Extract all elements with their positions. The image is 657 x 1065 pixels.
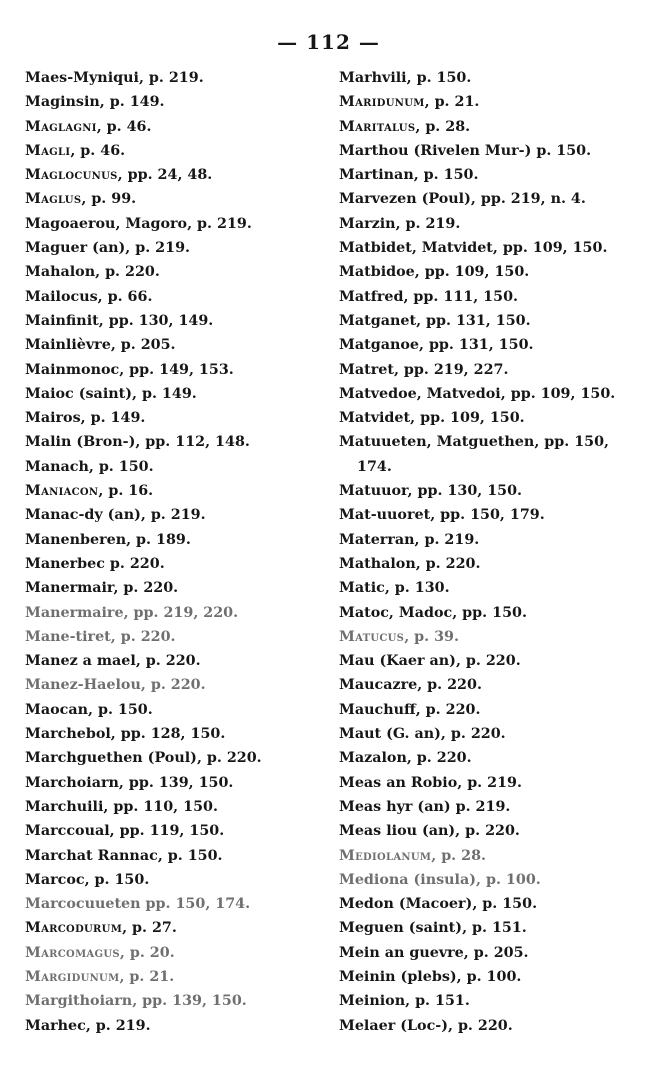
index-entry	[25, 430, 325, 454]
entry-name: Marhec	[25, 1017, 86, 1034]
entry-page-ref: , p. 150.	[88, 458, 154, 475]
index-entry	[339, 66, 639, 90]
entry-name: Maut (G. an)	[339, 726, 441, 743]
index-entry	[25, 989, 325, 1013]
index-entry	[339, 212, 639, 236]
index-entry	[339, 285, 639, 309]
index-entry	[339, 187, 639, 211]
entry-page-ref: , p. 149.	[80, 410, 146, 427]
index-entry	[25, 771, 325, 795]
index-entry	[339, 819, 639, 843]
entry-name: Marhvili	[339, 70, 407, 86]
entry-name: Maocan	[25, 701, 88, 718]
entry-page-ref: , p. 150.	[84, 871, 150, 888]
entry-name: Medon (Macoer)	[339, 896, 473, 913]
entry-page-ref: , p. 66.	[97, 288, 153, 305]
entry-name: Marcodurum	[25, 920, 123, 937]
index-entry	[339, 625, 639, 649]
entry-name: Meas an Robio	[339, 774, 458, 791]
entry-name: Mazalon	[339, 750, 407, 767]
index-entry	[25, 1014, 325, 1038]
entry-name: Manach	[25, 458, 89, 475]
entry-name: Maglocunus	[25, 167, 118, 184]
index-entry	[25, 673, 325, 697]
entry-name: Maguer (an)	[25, 240, 126, 257]
entry-name: Matbidet, Matvidet	[339, 240, 493, 257]
entry-name: Maglagni	[25, 118, 97, 135]
entry-page-ref: , p. 27.	[122, 920, 177, 937]
index-entry	[339, 528, 639, 552]
entry-page-ref: , pp. 24, 48.	[117, 167, 213, 184]
entry-page-ref: , p. 100.	[456, 968, 522, 985]
entry-page-ref: , pp. 112, 148.	[135, 434, 250, 451]
entry-page-ref: , pp. 150, 179.	[430, 507, 545, 524]
index-entry	[25, 285, 325, 309]
entry-name: Matganet	[339, 312, 417, 329]
entry-page-ref: , p. 151.	[405, 993, 470, 1010]
entry-name: Mediolanum	[339, 847, 432, 864]
entry-page-ref: , pp. 139, 150.	[118, 774, 234, 791]
entry-page-ref: , p. 220.	[417, 677, 482, 694]
entry-name: Maritalus	[339, 118, 416, 135]
index-entry	[339, 139, 639, 163]
index-entry	[25, 212, 325, 236]
entry-page-ref: , pp. 130, 150.	[407, 483, 523, 500]
entry-name: Maucazre	[339, 677, 418, 694]
index-entry	[339, 455, 639, 479]
entry-name: Manenberen	[25, 531, 127, 548]
index-entry	[339, 601, 639, 625]
entry-page-ref: , p. 39.	[404, 628, 459, 645]
entry-page-ref: , p. 205.	[110, 337, 176, 354]
entry-page-ref: , p. 46.	[70, 142, 126, 159]
entry-page-ref: , p. 219.	[187, 215, 252, 232]
entry-name: Margidunum	[25, 968, 120, 985]
entry-name: Maioc (saint)	[25, 385, 133, 402]
entry-name: Magli	[25, 142, 71, 159]
entry-name: Matoc, Madoc	[339, 604, 453, 621]
entry-name: Manez a mael	[25, 653, 136, 670]
index-entry	[25, 382, 325, 406]
entry-page-ref: , p. 220.	[406, 750, 472, 767]
entry-page-ref: , p. 46.	[96, 118, 152, 135]
index-entry	[25, 406, 325, 430]
entry-page-ref: , p. 150.	[157, 847, 223, 864]
index-entry	[339, 309, 639, 333]
entry-page-ref: , pp. 150,	[534, 434, 610, 451]
entry-name: Matfred	[339, 288, 404, 305]
index-entry	[339, 771, 639, 795]
entry-name: Maridunum	[339, 94, 425, 111]
entry-name: Magoaerou, Magoro	[25, 215, 188, 232]
entry-name: Mathalon	[339, 555, 416, 572]
index-entry	[339, 892, 639, 916]
entry-name: Martinan	[339, 167, 414, 184]
index-entry	[25, 236, 325, 260]
entry-page-ref: , pp. 149, 153.	[119, 361, 234, 378]
index-entry	[25, 795, 325, 819]
index-entry	[339, 503, 639, 527]
entry-page-ref: , p. 220.	[135, 653, 201, 670]
entry-page-ref: , p. 149.	[99, 94, 165, 111]
entry-name: Meguen (saint)	[339, 920, 463, 937]
index-entry	[339, 382, 639, 406]
index-entry	[339, 844, 639, 868]
entry-name: Meinion	[339, 993, 406, 1010]
entry-page-ref: , pp. 219, 227.	[393, 361, 509, 378]
index-entry	[25, 163, 325, 187]
entry-page-ref: , p. 219.	[125, 240, 191, 257]
index-entry	[339, 722, 639, 746]
entry-name: Marcocuueten	[25, 896, 141, 913]
entry-page-ref: , p. 20.	[119, 944, 175, 961]
entry-page-ref: , pp. 219, n. 4.	[470, 191, 586, 208]
entry-name: Mainmonoc	[25, 361, 120, 378]
entry-name: Marzin	[339, 215, 396, 232]
entry-name: Margithoiarn	[25, 993, 133, 1010]
entry-name: Mainlièvre	[25, 337, 111, 354]
entry-page-ref: , p. 219.	[457, 774, 522, 791]
index-entry	[25, 66, 325, 90]
entry-page-ref: , pp. 219, 220.	[123, 604, 239, 621]
index-entry	[25, 649, 325, 673]
entry-page-ref: , p. 100.	[476, 871, 541, 888]
index-column-right	[339, 66, 639, 1038]
entry-name: Matbidoe	[339, 264, 415, 281]
index-entry	[25, 552, 325, 576]
index-entry	[339, 406, 639, 430]
entry-name: Meas hyr (an)	[339, 798, 451, 815]
entry-name: Malin (Bron-)	[25, 434, 136, 451]
entry-page-ref: , p. 150.	[88, 701, 153, 718]
entry-name: Mat-uuoret	[339, 507, 431, 524]
index-entry	[25, 625, 325, 649]
index-entry	[339, 795, 639, 819]
entry-page-ref: p. 219.	[450, 798, 511, 815]
entry-name: Matuueten, Matguethen	[339, 434, 535, 451]
entry-page-ref: , pp. 139, 150.	[132, 993, 247, 1010]
index-entry	[25, 187, 325, 211]
entry-name: Manez-Haelou	[25, 677, 141, 694]
entry-page-ref: , pp. 109, 150.	[492, 240, 608, 257]
index-entry	[25, 528, 325, 552]
entry-page-ref: , p. 28.	[431, 847, 487, 864]
entry-page-ref: , pp. 109, 150.	[500, 385, 616, 402]
index-entry	[339, 989, 639, 1013]
entry-page-ref: , p. 219.	[395, 215, 461, 232]
entry-name: Marvezen (Poul)	[339, 191, 471, 208]
index-entry	[339, 698, 639, 722]
entry-name: Melaer (Loc-)	[339, 1017, 448, 1034]
entry-name: Marchoiarn	[25, 774, 119, 791]
entry-name: Maes-Myniqui	[25, 70, 139, 86]
index-entry	[339, 576, 639, 600]
index-entry	[339, 115, 639, 139]
entry-page-ref: , pp. 130, 149.	[98, 312, 214, 329]
entry-page-ref: p. 150.	[531, 142, 592, 159]
entry-name: 174.	[357, 458, 392, 475]
index-entry	[25, 503, 325, 527]
index-entry	[25, 965, 325, 989]
entry-name: Maniacon	[25, 483, 99, 500]
index-entry	[25, 844, 325, 868]
entry-name: Mainfinit	[25, 312, 99, 329]
entry-page-ref: , p. 151.	[462, 920, 527, 937]
index-entry	[25, 260, 325, 284]
entry-name: Mairos	[25, 410, 81, 427]
entry-page-ref: , p. 16.	[98, 483, 154, 500]
index-entry	[339, 236, 639, 260]
entry-page-ref: , pp. 128, 150.	[110, 726, 226, 743]
entry-page-ref: , p. 220.	[447, 1017, 513, 1034]
index-entry	[25, 916, 325, 940]
entry-name: Maginsin	[25, 94, 100, 111]
index-entry	[25, 746, 325, 770]
index-entry	[25, 455, 325, 479]
entry-page-ref: , p. 28.	[415, 118, 471, 135]
index-entry	[25, 868, 325, 892]
index-entry	[339, 941, 639, 965]
entry-name: Mailocus	[25, 288, 98, 305]
entry-page-ref: , p. 220.	[110, 628, 176, 645]
entry-name: Marchebol	[25, 726, 111, 743]
index-entry	[25, 698, 325, 722]
index-entry	[339, 965, 639, 989]
index-entry	[25, 90, 325, 114]
index-entry	[339, 552, 639, 576]
entry-page-ref: , p. 21.	[424, 94, 480, 111]
index-entry	[25, 333, 325, 357]
entry-page-ref: , p. 150.	[413, 167, 479, 184]
entry-page-ref: , p. 220.	[95, 264, 160, 281]
entry-page-ref: , pp. 109, 150.	[410, 410, 525, 427]
entry-name: Mauchuff	[339, 701, 416, 718]
entry-page-ref: pp. 150, 174.	[140, 896, 251, 913]
entry-name: Manerbec	[25, 555, 105, 572]
entry-page-ref: , p. 219.	[140, 507, 206, 524]
entry-name: Mahalon	[25, 264, 96, 281]
index-entry	[339, 430, 639, 454]
entry-page-ref: , p. 220.	[140, 677, 206, 694]
index-entry	[339, 333, 639, 357]
index-entry	[339, 358, 639, 382]
index-entry	[25, 941, 325, 965]
entry-name: Matvedoe, Matvedoi	[339, 385, 501, 402]
entry-page-ref: , pp. 150.	[452, 604, 527, 621]
entry-page-ref: , p. 99.	[81, 191, 137, 208]
entry-page-ref: , p. 149.	[132, 385, 197, 402]
index-entry	[339, 1014, 639, 1038]
entry-page-ref: , p. 220.	[415, 555, 481, 572]
entry-page-ref: , p. 21.	[119, 968, 175, 985]
entry-page-ref: , p. 150.	[472, 896, 538, 913]
index-entry	[339, 746, 639, 770]
index-column-left	[25, 66, 325, 1038]
index-entry	[25, 576, 325, 600]
index-entry	[25, 722, 325, 746]
index-entry	[339, 90, 639, 114]
entry-name: Manermaire	[25, 604, 124, 621]
entry-page-ref: , pp. 131, 150.	[418, 337, 534, 354]
index-entry	[25, 479, 325, 503]
entry-name: Matucus	[339, 628, 405, 645]
entry-page-ref: , p. 220.	[415, 701, 481, 718]
entry-page-ref: , pp. 109, 150.	[414, 264, 530, 281]
index-entry	[25, 819, 325, 843]
entry-page-ref: p. 220.	[104, 555, 165, 572]
entry-page-ref: , p. 189.	[126, 531, 191, 548]
entry-page-ref: , pp. 119, 150.	[109, 823, 225, 840]
entry-page-ref: , p. 130.	[384, 580, 450, 597]
entry-name: Meas liou (an)	[339, 823, 456, 840]
entry-name: Manac-dy (an)	[25, 507, 141, 524]
entry-name: Materran	[339, 531, 415, 548]
entry-name: Mane-tiret	[25, 628, 111, 645]
entry-name: Matuuor	[339, 483, 408, 500]
index-entry	[25, 358, 325, 382]
entry-page-ref: , pp. 131, 150.	[416, 312, 531, 329]
entry-page-ref: , p. 219.	[414, 531, 480, 548]
entry-page-ref: , p. 220.	[455, 653, 521, 670]
entry-page-ref: , p. 220.	[113, 580, 179, 597]
entry-name: Marccoual	[25, 823, 110, 840]
index-entry	[339, 479, 639, 503]
index-entry	[25, 139, 325, 163]
entry-page-ref: , pp. 110, 150.	[103, 798, 218, 815]
index-entry	[25, 601, 325, 625]
entry-name: Maglus	[25, 191, 82, 208]
entry-page-ref: , p. 220.	[440, 726, 506, 743]
page-number: — 112 —	[277, 30, 380, 54]
index-entry	[339, 673, 639, 697]
entry-name: Matic	[339, 580, 385, 597]
index-entry	[339, 260, 639, 284]
entry-page-ref: , pp. 111, 150.	[403, 288, 518, 305]
entry-name: Meinin (plebs)	[339, 968, 457, 985]
entry-page-ref: , p. 220.	[196, 750, 262, 767]
index-entry	[339, 649, 639, 673]
entry-name: Marchuili	[25, 798, 104, 815]
index-entry	[339, 916, 639, 940]
index-entry	[25, 892, 325, 916]
entry-name: Marcomagus	[25, 944, 120, 961]
entry-name: Matret	[339, 361, 394, 378]
entry-name: Marthou (Rivelen Mur-)	[339, 142, 532, 159]
entry-page-ref: , p. 220.	[455, 823, 520, 840]
entry-name: Matganoe	[339, 337, 419, 354]
entry-page-ref: , p. 205.	[463, 944, 529, 961]
entry-name: Marchguethen (Poul)	[25, 750, 197, 767]
index-entry	[25, 309, 325, 333]
entry-page-ref: , p. 219.	[138, 70, 204, 86]
entry-name: Mediona (insula)	[339, 871, 477, 888]
entry-page-ref: , p. 219.	[85, 1017, 151, 1034]
entry-name: Mein an guevre	[339, 944, 464, 961]
entry-name: Marchat Rannac	[25, 847, 158, 864]
index-entry	[339, 163, 639, 187]
entry-name: Matvidet	[339, 410, 411, 427]
index-entry	[339, 868, 639, 892]
index-entry	[25, 115, 325, 139]
entry-name: Marcoc	[25, 871, 85, 888]
entry-page-ref: , p. 150.	[406, 70, 472, 86]
entry-name: Mau (Kaer an)	[339, 653, 456, 670]
entry-name: Manermair	[25, 580, 114, 597]
